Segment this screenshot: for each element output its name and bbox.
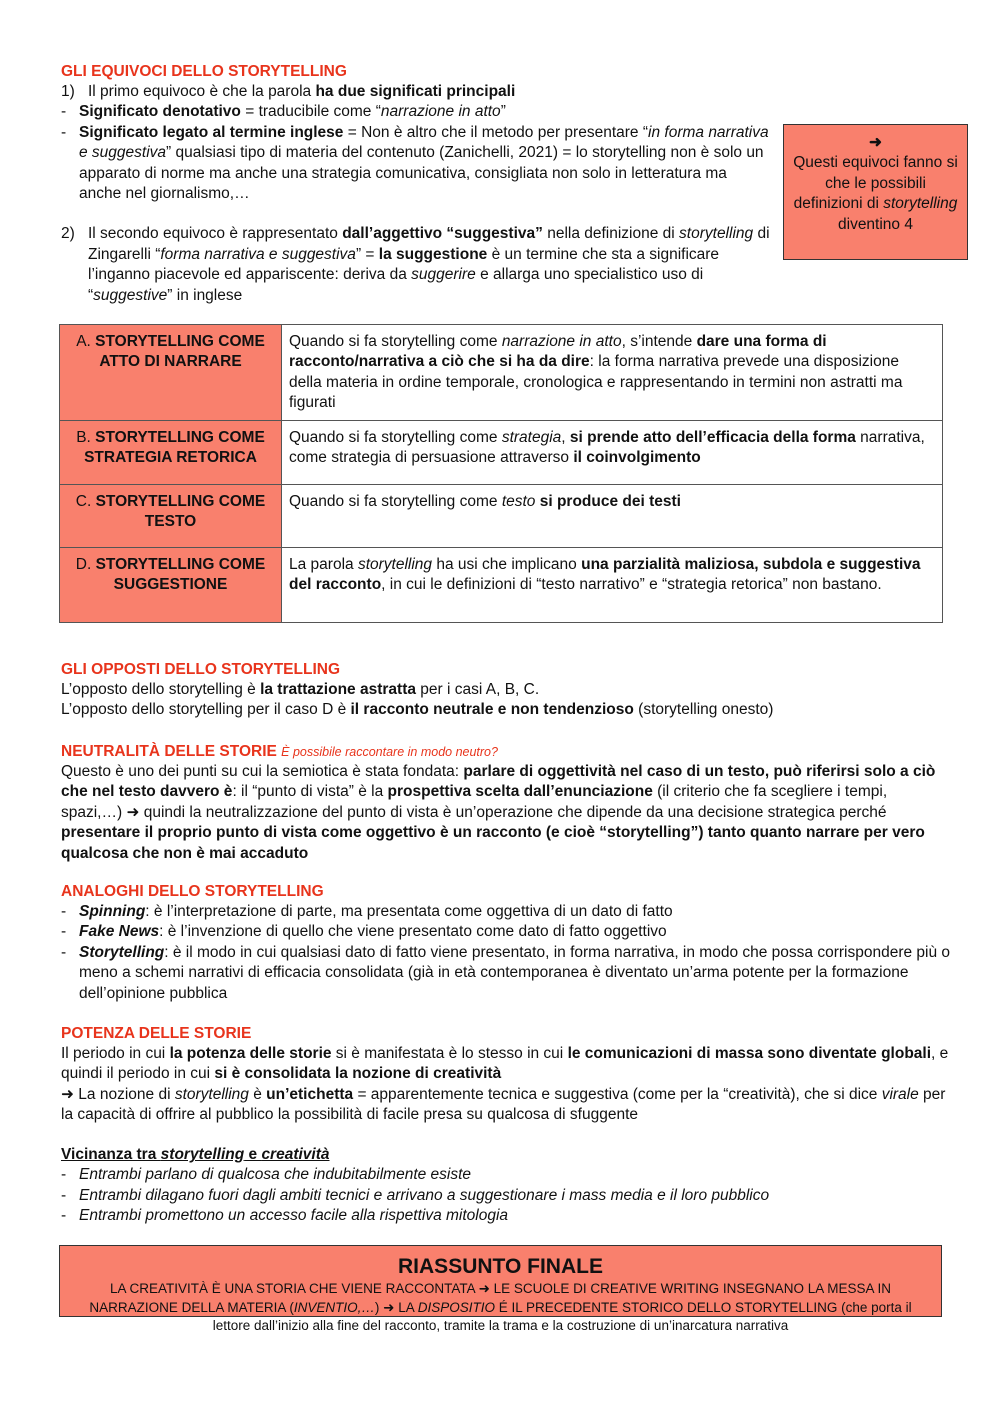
row-text: Quando si fa storytelling come strategia, si prende atto dell’efficacia della forma narrativa, come strategia di persuasione attraverso il coinvolgimento [282,421,943,485]
list-item: - Spinning: è l’interpretazione di parte, ma presentata come oggettiva di un dato di fatto [61,903,673,920]
table-row [60,421,943,485]
table-row [60,548,943,623]
equivoco-item-2: 2) Il secondo equivoco è rappresentato dall’aggettivo “suggestiva” nella definizione di storytelling di Zingarelli “forma narrativa e suggestiva” = la suggestione è un termine che sta a significare l’inganno piacevole ed appariscente: deriva da suggerire e allarga uno specialistico uso di “suggestive” in inglese [61,225,770,304]
table-row [60,325,943,421]
row-text: La parola storytelling ha usi che implicano una parzialità maliziosa, subdola e suggestiva del racconto, in cui le definizioni di “testo narrativo” e “strategia retorica” non bastano. [282,548,943,623]
row-label: B. STORYTELLING COME STRATEGIA RETORICA [60,421,282,485]
definitions-table [59,324,943,623]
arrow-icon: ➜ [869,134,882,151]
row-label: D. STORYTELLING COME SUGGESTIONE [60,548,282,623]
list-item: - Entrambi promettono un accesso facile alla rispettiva mitologia [61,1207,509,1225]
row-text: Quando si fa storytelling come narrazione in atto, s’intende dare una forma di racconto/narrativa a ciò che si ha da dire: la forma narrativa prevede una disposizione della materia in ordine temporale, cronologica e rappresentando in termini non astratti ma figurati [282,325,943,421]
list-item: - Storytelling: è il modo in cui qualsiasi dato di fatto viene presentato, in forma narrativa, in modo che possa corrispondere più o meno a schemi narrativi di efficacia consolidata (già in età contemporanea è diventato un’arma potente per la formazione dell’opinione pubblica [61,943,951,1002]
neutralita-heading: NEUTRALITÀ DELLE STORIE È possibile raccontare in modo neutro? [61,743,498,760]
opposti-section: GLI OPPOSTI DELLO STORYTELLING L’opposto dello storytelling è la trattazione astratta per i casi A, B, C. L’opposto dello storytelling per il caso D è il racconto neutrale e non tendenzioso (storytelling onesto) [61,660,951,721]
riassunto-box [59,1245,942,1333]
significato-denotativo: - Significato denotativo = traducibile come “narrazione in atto” [61,103,506,121]
equivoci-heading: GLI EQUIVOCI DELLO STORYTELLING [61,63,347,80]
equivoci-side-box: ➜ Questi equivoci fanno si che le possibili definizioni di storytelling diventino 4 [783,124,968,260]
neutralita-section: NEUTRALITÀ DELLE STORIE È possibile raccontare in modo neutro? Questo è uno dei punti su cui la semiotica è stata fondata: parlare di oggettività nel caso di un testo, può riferirsi solo a ciò che nel testo davvero è: il “punto di vista” è la prospettiva scelta dall’enunciazione (il criterio che fa scegliere i tempi, spazi,…) ➜ quindi la neutralizzazione del punto di vista è un’operazione che dipende da una decisione strategica perché presentare il proprio punto di vista come oggettivo è un racconto (e cioè “storytelling”) tanto quanto narrare per vero qualcosa che non è mai accaduto [61,742,951,864]
equivoci-section [61,62,771,306]
row-label: A. STORYTELLING COME ATTO DI NARRARE [60,325,282,421]
vicinanza-section [61,1145,951,1227]
table-row [60,485,943,548]
list-item: - Entrambi dilagano fuori dagli ambiti tecnici e arrivano a suggestionare i mass media e il loro pubblico [61,1186,770,1204]
potenza-section: POTENZA DELLE STORIE Il periodo in cui la potenza delle storie si è manifestata è lo stesso in cui le comunicazioni di massa sono diventate globali, e quindi il periodo in cui si è consolidata la nozione di creatività ➜ La nozione di storytelling è un’etichetta = apparentemente tecnica e suggestiva (come per la “creatività), che si dice virale per la capacità di offrire al pubblico la possibilità di facile presa su qualcosa di sfuggente [61,1024,951,1126]
opposti-heading: GLI OPPOSTI DELLO STORYTELLING [61,661,341,678]
analoghi-heading: ANALOGHI DELLO STORYTELLING [61,883,324,900]
row-label: C. STORYTELLING COME TESTO [60,485,282,548]
list-item: - Fake News: è l’invenzione di quello che viene presentato come dato di fatto oggettivo [61,923,667,941]
vicinanza-heading: Vicinanza tra storytelling e creatività [61,1146,330,1163]
significato-inglese: - Significato legato al termine inglese = Non è altro che il metodo per presentare “in forma narrativa e suggestiva” qualsiasi tipo di materia del contenuto (Zanichelli, 2021) = lo storytelling non è solo un apparato di norme ma anche una strategia comunicativa, consigliata non solo in letteratura ma anche nel giornalismo,… [61,123,769,203]
neutralita-subtitle: È possibile raccontare in modo neutro? [281,745,498,759]
list-item: - Entrambi parlano di qualcosa che indubitabilmente esiste [61,1166,472,1184]
row-text: Quando si fa storytelling come testo si produce dei testi [282,485,943,548]
equivoco-item-1: 1) Il primo equivoco è che la parola ha due significati principali [61,83,516,100]
potenza-heading: POTENZA DELLE STORIE [61,1025,252,1042]
analoghi-section [61,882,951,1004]
riassunto-heading: RIASSUNTO FINALE [398,1255,603,1278]
riassunto-text: LA CREATIVITÀ È UNA STORIA CHE VIENE RACCONTATA ➜ LE SCUOLE DI CREATIVE WRITING INSEGNANO LA MESSA IN NARRAZIONE DELLA MATERIA (INVENTIO,…) ➜ LA DISPOSITIO É IL PRECEDENTE STORICO DELLO STORYTELLING (che porta il lettore dall’inizio alla fine del racconto, tramite la trama e la costruzione di un’inarcatura narrativa [89,1281,912,1333]
